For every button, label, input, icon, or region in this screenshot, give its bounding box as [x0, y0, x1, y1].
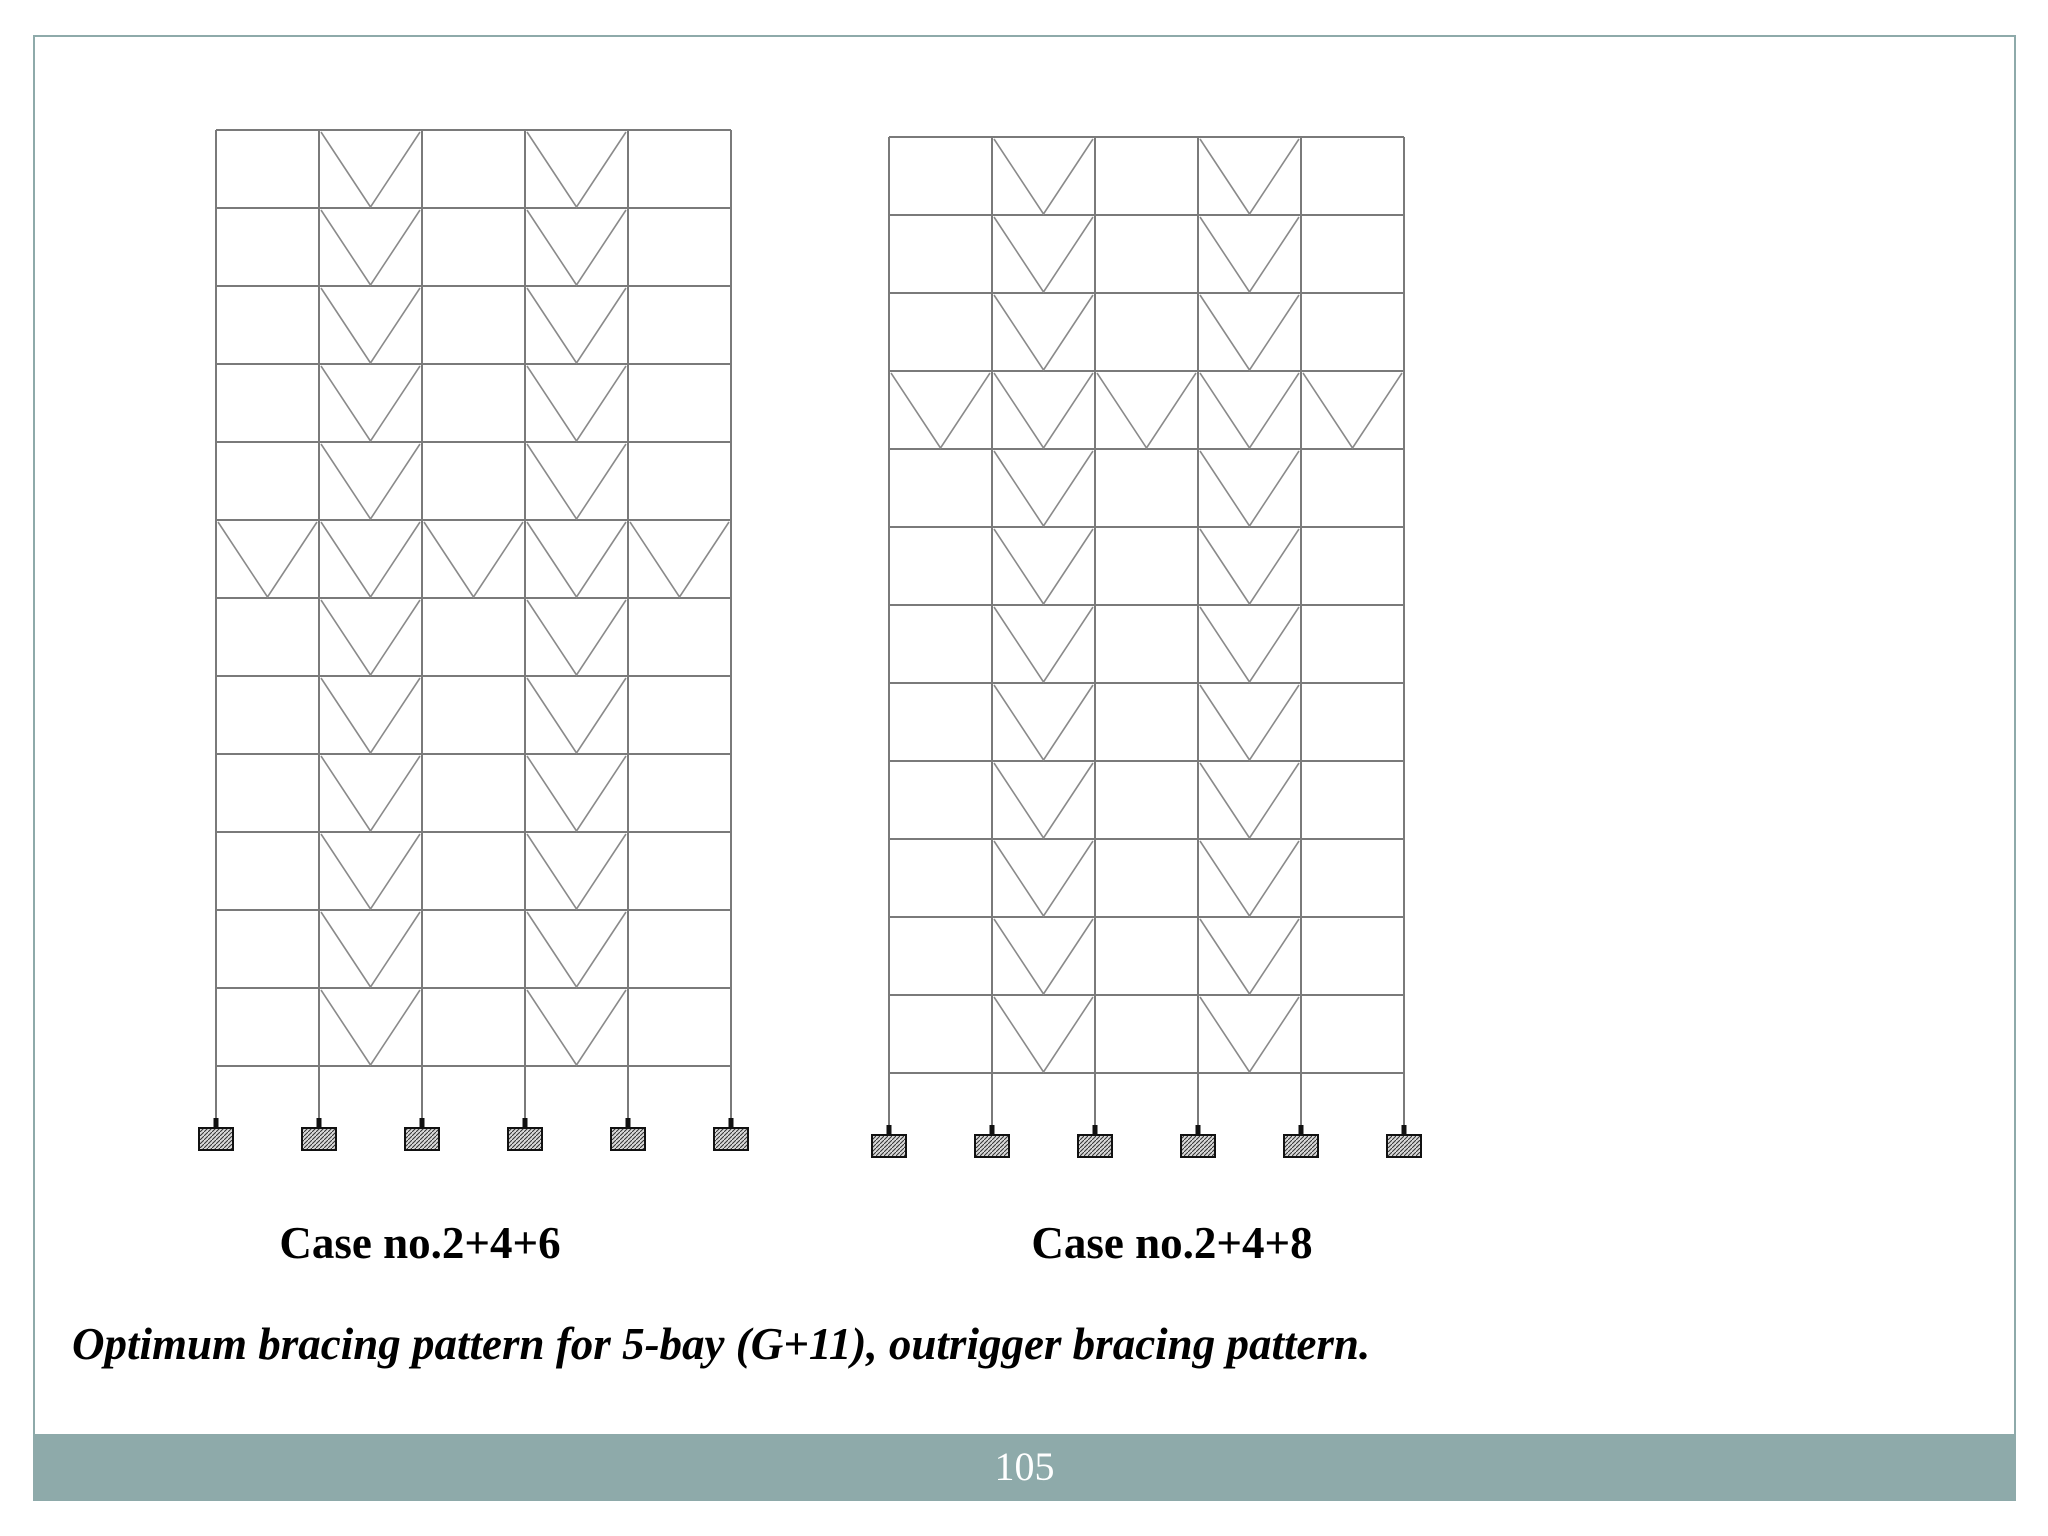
core-brace	[321, 132, 420, 207]
support-stem	[1093, 1125, 1098, 1135]
support-footing	[611, 1128, 645, 1150]
core-brace	[527, 600, 626, 675]
support-footing	[508, 1128, 542, 1150]
support-stem	[1299, 1125, 1304, 1135]
outrigger-brace	[1200, 373, 1299, 448]
core-brace	[527, 990, 626, 1065]
core-brace	[994, 997, 1093, 1072]
core-brace	[527, 210, 626, 285]
outrigger-brace	[527, 522, 626, 597]
outrigger-brace	[218, 522, 317, 597]
support-stem	[887, 1125, 892, 1135]
support-stem	[317, 1118, 322, 1128]
core-brace	[321, 834, 420, 909]
core-brace	[321, 678, 420, 753]
core-brace	[994, 451, 1093, 526]
core-brace	[1200, 685, 1299, 760]
core-brace	[994, 685, 1093, 760]
core-brace	[527, 756, 626, 831]
core-brace	[321, 600, 420, 675]
frame-case-2-4-6	[199, 130, 748, 1150]
frame-case-2-4-8	[872, 137, 1421, 1157]
support-footing	[1078, 1135, 1112, 1157]
support-stem	[1196, 1125, 1201, 1135]
outrigger-brace	[630, 522, 729, 597]
core-brace	[527, 834, 626, 909]
support-footing	[405, 1128, 439, 1150]
core-brace	[994, 607, 1093, 682]
core-brace	[1200, 139, 1299, 214]
support-stem	[214, 1118, 219, 1128]
core-brace	[994, 919, 1093, 994]
core-brace	[321, 990, 420, 1065]
core-brace	[321, 756, 420, 831]
support-stem	[523, 1118, 528, 1128]
case-label-left: Case no.2+4+6	[279, 1218, 561, 1268]
support-stem	[990, 1125, 995, 1135]
support-footing	[872, 1135, 906, 1157]
support-footing	[199, 1128, 233, 1150]
core-brace	[527, 912, 626, 987]
core-brace	[321, 444, 420, 519]
support-footing	[714, 1128, 748, 1150]
outrigger-brace	[1303, 373, 1402, 448]
outrigger-brace	[994, 373, 1093, 448]
core-brace	[1200, 841, 1299, 916]
core-brace	[527, 366, 626, 441]
core-brace	[527, 444, 626, 519]
core-brace	[321, 288, 420, 363]
support-footing	[302, 1128, 336, 1150]
core-brace	[994, 841, 1093, 916]
core-brace	[527, 132, 626, 207]
support-stem	[729, 1118, 734, 1128]
footer-bar	[35, 1434, 2014, 1499]
core-brace	[1200, 607, 1299, 682]
core-brace	[994, 217, 1093, 292]
outrigger-brace	[891, 373, 990, 448]
figure-caption: Optimum bracing pattern for 5-bay (G+11), outrigger bracing pattern.	[72, 1319, 1371, 1369]
core-brace	[994, 763, 1093, 838]
outrigger-brace	[1097, 373, 1196, 448]
core-brace	[1200, 295, 1299, 370]
support-footing	[1387, 1135, 1421, 1157]
support-stem	[1402, 1125, 1407, 1135]
support-stem	[420, 1118, 425, 1128]
support-footing	[975, 1135, 1009, 1157]
core-brace	[1200, 997, 1299, 1072]
core-brace	[527, 288, 626, 363]
core-brace	[994, 295, 1093, 370]
core-brace	[1200, 529, 1299, 604]
support-footing	[1284, 1135, 1318, 1157]
core-brace	[1200, 217, 1299, 292]
core-brace	[321, 366, 420, 441]
core-brace	[1200, 451, 1299, 526]
core-brace	[321, 912, 420, 987]
core-brace	[994, 139, 1093, 214]
outrigger-brace	[321, 522, 420, 597]
page-number: 105	[994, 1444, 1055, 1489]
core-brace	[321, 210, 420, 285]
support-footing	[1181, 1135, 1215, 1157]
outrigger-brace	[424, 522, 523, 597]
support-stem	[626, 1118, 631, 1128]
case-label-right: Case no.2+4+8	[1031, 1218, 1313, 1268]
core-brace	[994, 529, 1093, 604]
core-brace	[1200, 919, 1299, 994]
core-brace	[527, 678, 626, 753]
core-brace	[1200, 763, 1299, 838]
